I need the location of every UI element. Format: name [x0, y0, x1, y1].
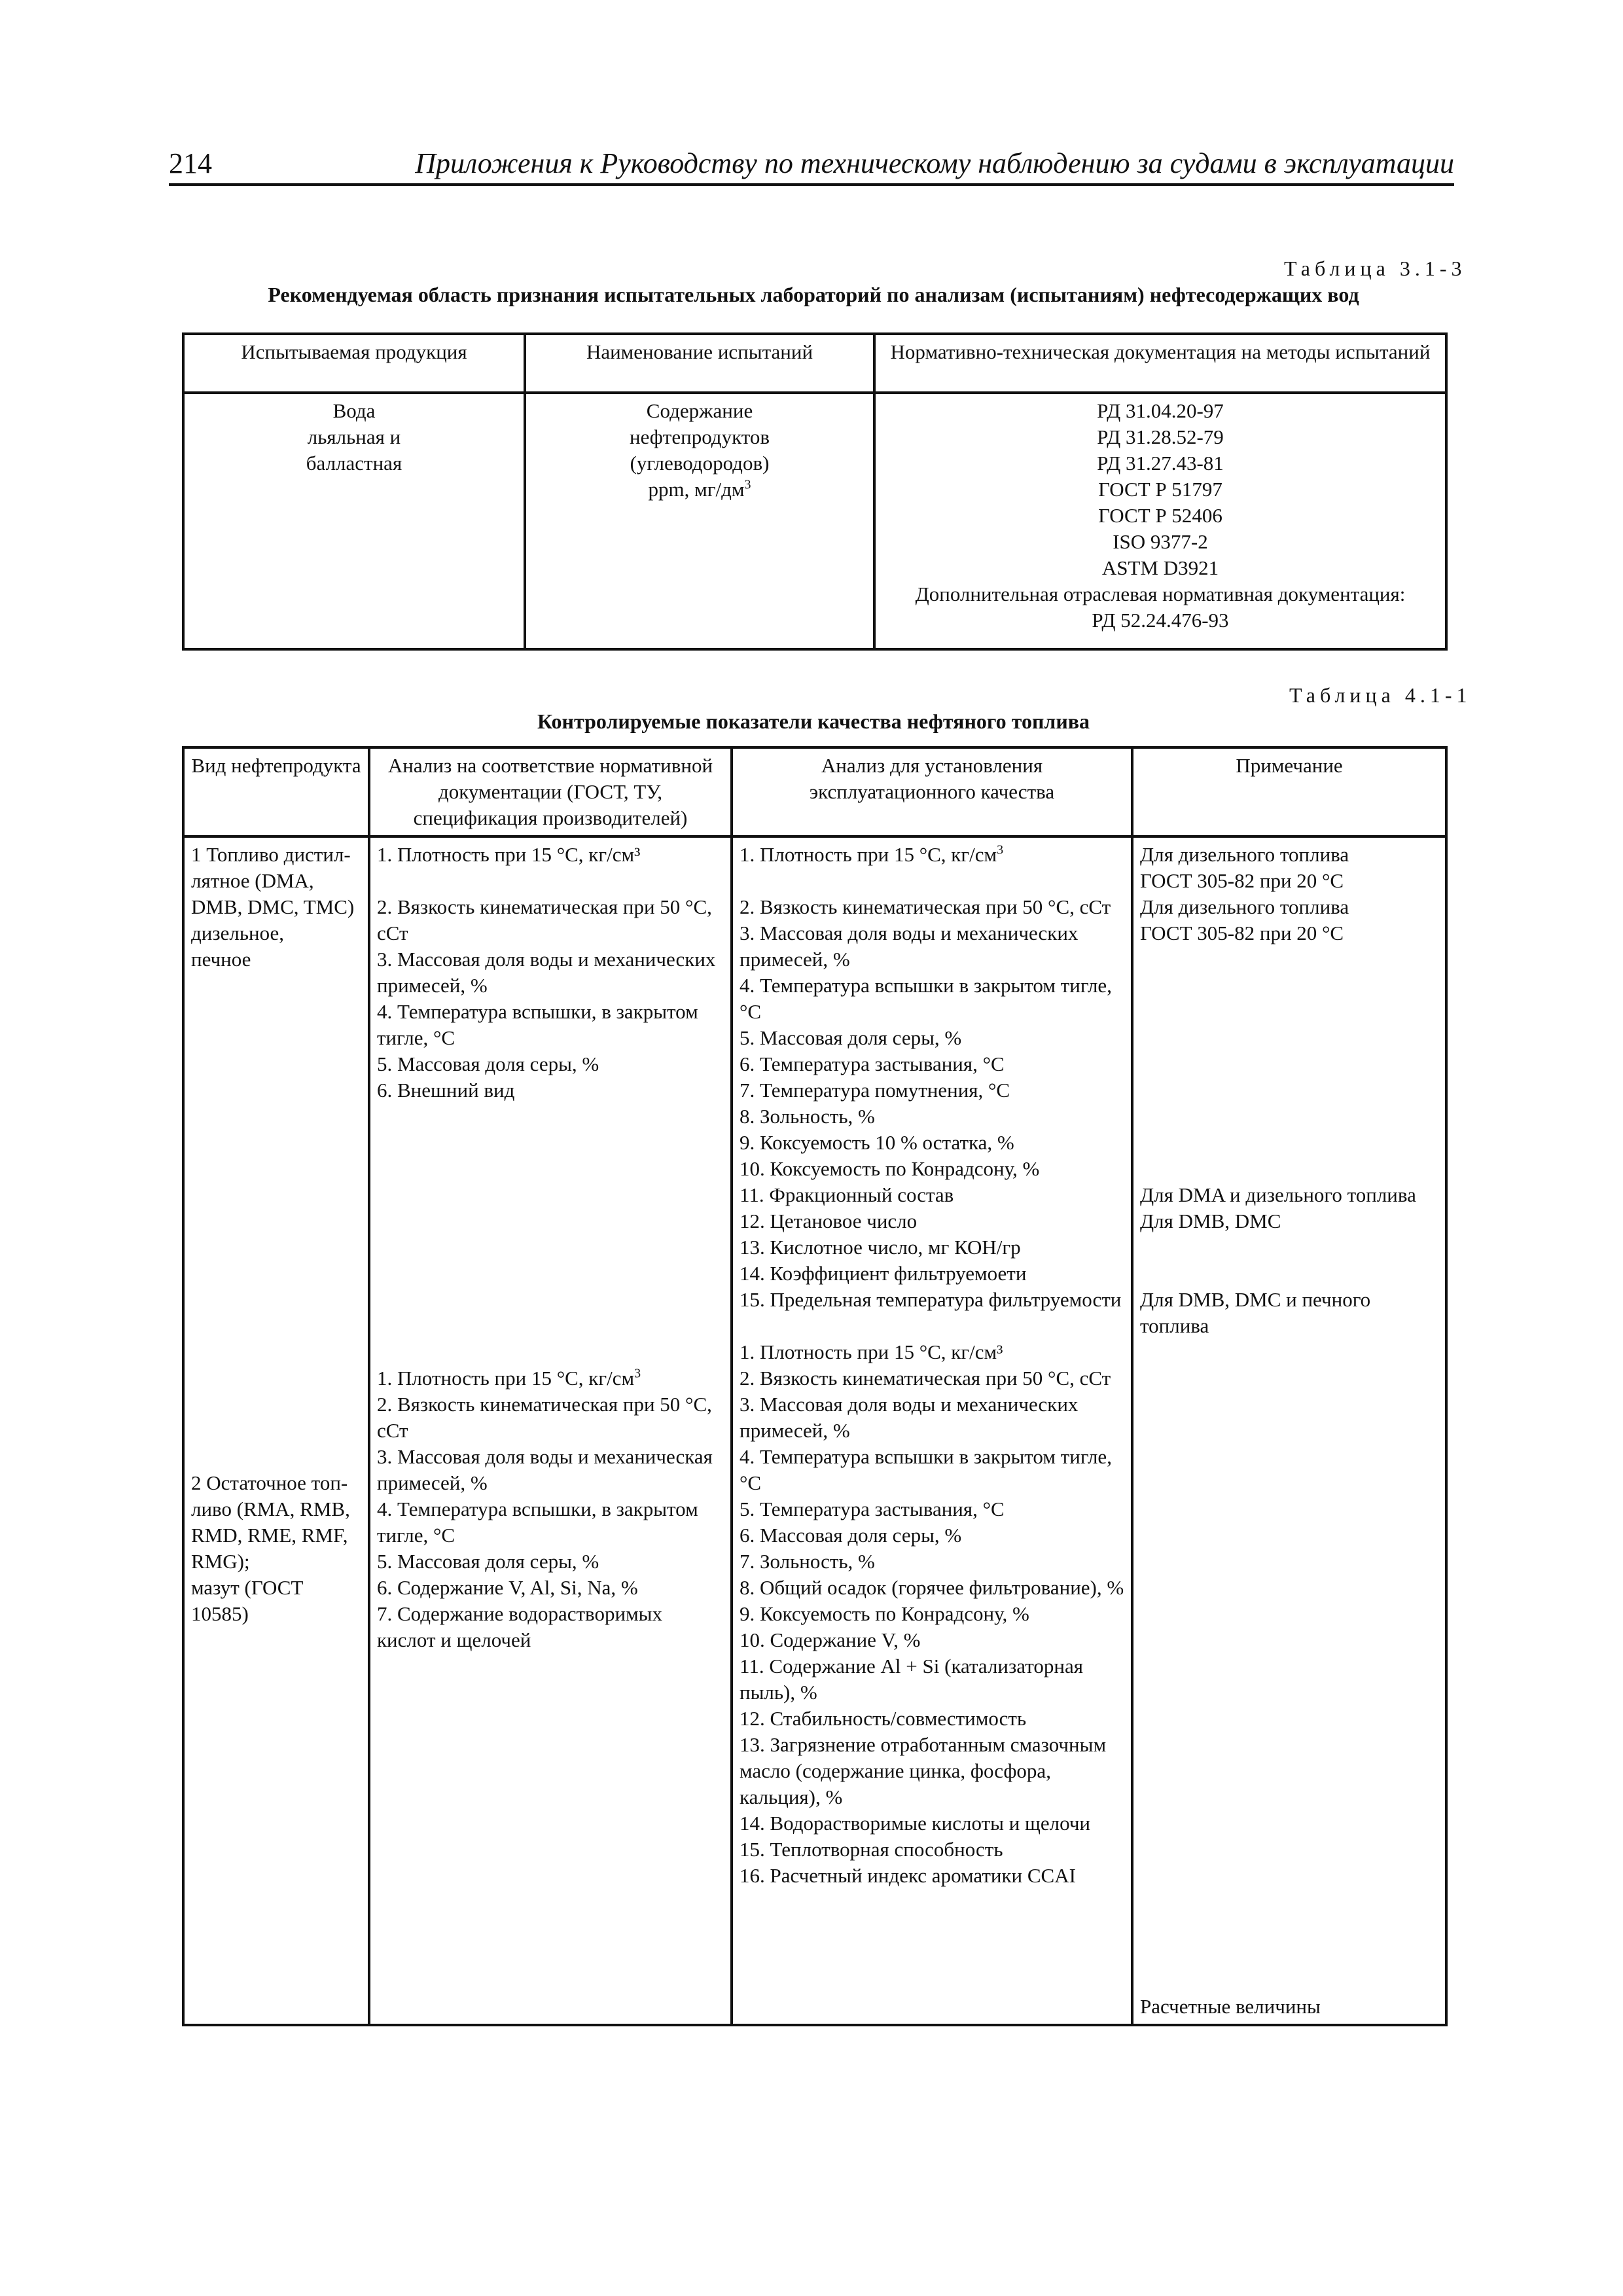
conformance-item: 6. Содержание V, Al, Si, Na, % [377, 1576, 638, 1599]
table-1-header-test: Наименование испытаний [525, 334, 874, 393]
operational-item: 3. Массовая доля воды и механических примесей, % [740, 922, 1079, 971]
conformance-text: 1. Плотность при 15 °С, кг/см [377, 1367, 635, 1390]
test-unit: ppm, мг/дм [648, 478, 745, 501]
test-line [533, 476, 866, 503]
conformance-item: 2. Вязкость кинематическая при 50 °С, сСт [377, 1393, 712, 1442]
note-line: ГОСТ 305-82 при 20 °С [1140, 869, 1344, 892]
operational-cell [732, 836, 1132, 2025]
test-line: (углеводородов) [630, 452, 770, 475]
conformance-cell [369, 836, 732, 2025]
spacer [740, 868, 1124, 894]
table-2-label: Таблица 4.1-1 [1289, 683, 1472, 707]
operational-text: 1. Плотность при 15 °С, кг/см [740, 843, 997, 866]
table-1-product-cell [183, 393, 525, 649]
product-line: лятное (DMA, [191, 869, 314, 892]
conformance-item: 3. Массовая доля воды и механических примесей, % [377, 948, 716, 997]
operational-item: 2. Вязкость кинематическая при 50 °С, сСт [740, 895, 1111, 918]
operational-item: 2. Вязкость кинематическая при 50 °С, сСт [740, 1367, 1111, 1390]
note-line: Расчетные величины [1140, 1995, 1321, 2018]
spacer [377, 868, 724, 894]
doc-line: РД 31.28.52-79 [1097, 425, 1224, 448]
note-line: Для дизельного топлива [1140, 895, 1349, 918]
operational-item: 13. Кислотное число, мг КОН/гр [740, 1236, 1021, 1259]
doc-line: РД 31.04.20-97 [1097, 399, 1224, 422]
spacer [1140, 1339, 1438, 1994]
operational-item: 15. Теплотворная способность [740, 1838, 1003, 1861]
conformance-item [377, 1365, 724, 1391]
product-line: печное [191, 948, 251, 971]
conformance-item: 4. Температура вспышки, в закрытом тигле, °С [377, 1000, 698, 1049]
test-line: нефтепродуктов [629, 425, 770, 448]
operational-item: 6. Температура застывания, °С [740, 1052, 1005, 1075]
table-2 [182, 746, 1448, 2026]
operational-item: 16. Расчетный индекс ароматики CCAI [740, 1864, 1076, 1887]
conformance-item: 6. Внешний вид [377, 1079, 515, 1102]
table-2-header-conformance: Анализ на соответствие нормативной документации (ГОСТ, ТУ, спецификация производителей) [369, 747, 732, 836]
product-line: RMG); [191, 1550, 250, 1573]
operational-item: 3. Массовая доля воды и механических примесей, % [740, 1393, 1079, 1442]
doc-line: ГОСТ Р 51797 [1098, 478, 1222, 501]
doc-line: Дополнительная отраслевая нормативная документация: [915, 583, 1406, 605]
product-line: RMD, RME, RMF, [191, 1524, 348, 1547]
doc-line: ГОСТ Р 52406 [1098, 504, 1222, 527]
product-line: 2 Остаточное топ- [191, 1471, 348, 1494]
doc-line: ISO 9377-2 [1113, 530, 1208, 553]
table-1-header-product: Испытываемая продукция [183, 334, 525, 393]
operational-item: 12. Цетановое число [740, 1210, 918, 1232]
conformance-item: 2. Вязкость кинематическая при 50 °С, сСт [377, 895, 712, 944]
doc-line: РД 52.24.476-93 [1092, 609, 1229, 632]
product-line: ливо (RMA, RMB, [191, 1498, 350, 1520]
operational-item: 6. Массовая доля серы, % [740, 1524, 962, 1547]
spacer [1140, 946, 1438, 1182]
operational-item: 7. Температура помутнения, °С [740, 1079, 1010, 1102]
operational-item: 11. Содержание Al + Si (катализаторная пыль), % [740, 1655, 1083, 1704]
operational-item: 10. Содержание V, % [740, 1628, 921, 1651]
conformance-item: 5. Массовая доля серы, % [377, 1052, 599, 1075]
operational-item: 12. Стабильность/совместимость [740, 1707, 1027, 1730]
table-2-header-row [183, 747, 1446, 836]
product-line: 1 Топливо дистил- [191, 843, 351, 866]
product-line: DMB, DMC, TMC) [191, 895, 355, 918]
operational-item: 1. Плотность при 15 °С, кг/см³ [740, 1340, 1003, 1363]
spacer [1140, 1234, 1438, 1287]
superscript: 3 [634, 1366, 641, 1381]
doc-line: РД 31.27.43-81 [1097, 452, 1224, 475]
product-line: льяльная и [307, 425, 401, 448]
conformance-item: 3. Массовая доля воды и механическая примесей, % [377, 1445, 713, 1494]
table-1-label: Таблица 3.1-3 [1284, 257, 1467, 280]
table-1-header-docs: Нормативно-техническая документация на методы испытаний [874, 334, 1446, 393]
test-line: Содержание [646, 399, 753, 422]
operational-item: 8. Зольность, % [740, 1105, 875, 1128]
product-line: дизельное, [191, 922, 284, 944]
note-line: Для DMB, DMC [1140, 1210, 1281, 1232]
superscript: 3 [744, 477, 751, 492]
operational-item: 15. Предельная температура фильтруемости [740, 1288, 1122, 1311]
conformance-item: 7. Содержание водорастворимых кислот и щелочей [377, 1602, 663, 1651]
running-title: Приложения к Руководству по техническому наблюдению за судами в эксплуатации [415, 147, 1454, 179]
operational-item: 8. Общий осадок (горячее фильтрование), % [740, 1576, 1124, 1599]
operational-item: 9. Коксуемость 10 % остатка, % [740, 1131, 1014, 1154]
table-2-header-notes: Примечание [1132, 747, 1446, 836]
operational-item: 5. Массовая доля серы, % [740, 1026, 962, 1049]
product-cell [183, 836, 369, 2025]
conformance-item: 4. Температура вспышки, в закрытом тигле, °С [377, 1498, 698, 1547]
table-2-body-row [183, 836, 1446, 2025]
product-line: Вода [332, 399, 376, 422]
product-line: мазут (ГОСТ [191, 1576, 304, 1599]
spacer [740, 1313, 1124, 1339]
table-1 [182, 332, 1448, 651]
operational-item: 13. Загрязнение отработанным смазочным масло (содержание цинка, фосфора, кальция), % [740, 1733, 1107, 1808]
operational-item: 14. Коэффициент фильтруемоети [740, 1262, 1027, 1285]
operational-item: 5. Температура застывания, °С [740, 1498, 1005, 1520]
table-1-row [183, 393, 1446, 649]
table-1-title: Рекомендуемая область признания испытательных лабораторий по анализам (испытаниям) нефтесодержащих вод [268, 283, 1359, 306]
operational-item: 14. Водорастворимые кислоты и щелочи [740, 1812, 1091, 1835]
doc-line: ASTM D3921 [1101, 556, 1219, 579]
table-1-header-row [183, 334, 1446, 393]
spacer [191, 973, 361, 1470]
operational-item: 9. Коксуемость по Конрадсону, % [740, 1602, 1029, 1625]
table-2-title: Контролируемые показатели качества нефтяного топлива [537, 709, 1090, 733]
note-line: Для DMB, DMC и печного топлива [1140, 1288, 1371, 1337]
page-number: 214 [169, 147, 212, 179]
product-line: 10585) [191, 1602, 249, 1625]
conformance-item: 1. Плотность при 15 °С, кг/см³ [377, 843, 641, 866]
operational-item: 4. Температура вспышки в закрытом тигле, °С [740, 1445, 1112, 1494]
conformance-item: 5. Массовая доля серы, % [377, 1550, 599, 1573]
running-header [169, 147, 1454, 186]
operational-item: 4. Температура вспышки в закрытом тигле, °С [740, 974, 1112, 1023]
operational-item: 11. Фракционный состав [740, 1183, 954, 1206]
table-1-docs-cell [874, 393, 1446, 649]
spacer [377, 1103, 724, 1365]
operational-item [740, 842, 1124, 868]
notes-cell [1132, 836, 1446, 2025]
table-2-header-operational: Анализ для установления эксплуатационного качества [732, 747, 1132, 836]
operational-item: 10. Коксуемость по Конрадсону, % [740, 1157, 1040, 1180]
table-1-test-cell [525, 393, 874, 649]
note-line: Для DMA и дизельного топлива [1140, 1183, 1416, 1206]
operational-item: 7. Зольность, % [740, 1550, 875, 1573]
note-line: Для дизельного топлива [1140, 843, 1349, 866]
table-2-header-product: Вид нефтепродукта [183, 747, 369, 836]
note-line: ГОСТ 305-82 при 20 °С [1140, 922, 1344, 944]
superscript: 3 [997, 842, 1004, 857]
product-line: балластная [306, 452, 402, 475]
